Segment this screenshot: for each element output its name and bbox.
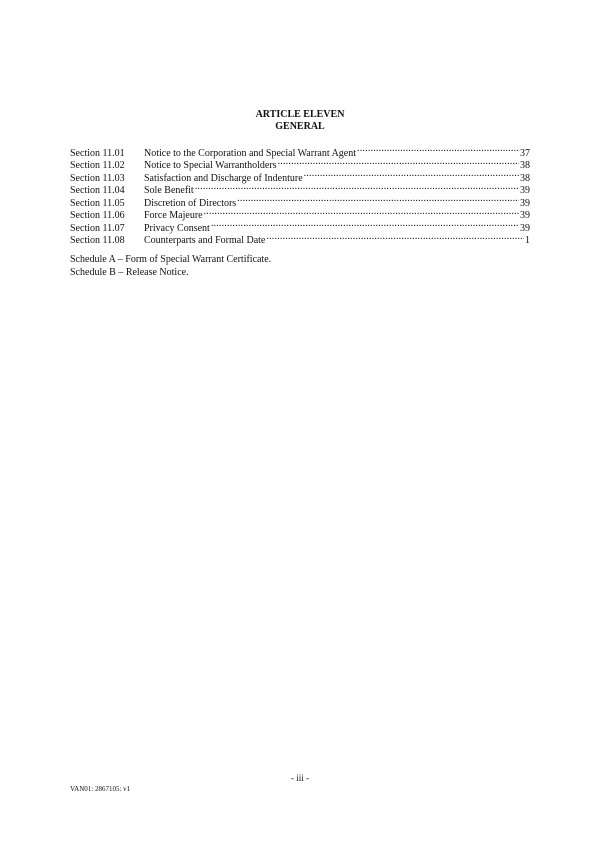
article-subtitle: GENERAL [275,121,325,132]
toc-section-number: Section 11.01 [70,147,125,159]
toc-section-number: Section 11.07 [70,222,125,234]
article-title: ARTICLE ELEVEN [255,109,345,120]
toc-section-title: Notice to Special Warrantholders [144,160,277,171]
toc-section-title: Counterparts and Formal Date [144,235,266,246]
schedule-a: Schedule A – Form of Special Warrant Certificate. [70,254,272,265]
toc-page-number: 39 [520,185,530,196]
toc-section-number: Section 11.06 [70,210,125,221]
document-id: VAN01: 2867105: v1 [70,785,131,793]
toc-section-title: Satisfaction and Discharge of Indenture [144,172,303,184]
toc-dot-leader [357,143,519,156]
schedules-list [70,254,271,279]
toc-section-number: Section 11.02 [70,160,125,171]
toc-section-number: Section 11.08 [70,235,125,246]
schedule-b: Schedule B – Release Notice. [70,266,189,278]
toc-dot-leader [211,218,519,231]
toc-section-title: Notice to the Corporation and Special Warrant Agent [144,147,357,159]
toc-page-number: 39 [520,210,530,221]
toc-page-number: 39 [520,197,530,209]
table-of-contents [70,143,530,246]
toc-section-number: Section 11.03 [70,172,125,184]
toc-entry-11-01 [70,143,530,159]
toc-dot-leader [304,168,519,181]
toc-page-number: 1 [525,235,530,246]
toc-section-title: Discretion of Directors [144,197,237,209]
toc-page-number: 38 [520,160,530,171]
page-number: - iii - [291,773,309,783]
toc-section-number: Section 11.05 [70,197,125,209]
toc-page-number: 39 [520,222,530,234]
toc-section-title: Sole Benefit [144,185,194,196]
toc-dot-leader [266,231,524,244]
toc-dot-leader [237,193,519,206]
toc-section-title: Force Majeure [144,210,203,221]
toc-dot-leader [204,206,519,219]
toc-dot-leader [278,156,519,169]
toc-section-number: Section 11.04 [70,185,125,196]
toc-page-number: 37 [520,147,530,159]
toc-dot-leader [195,181,519,194]
toc-section-title: Privacy Consent [144,222,210,234]
toc-page-number: 38 [520,172,530,184]
